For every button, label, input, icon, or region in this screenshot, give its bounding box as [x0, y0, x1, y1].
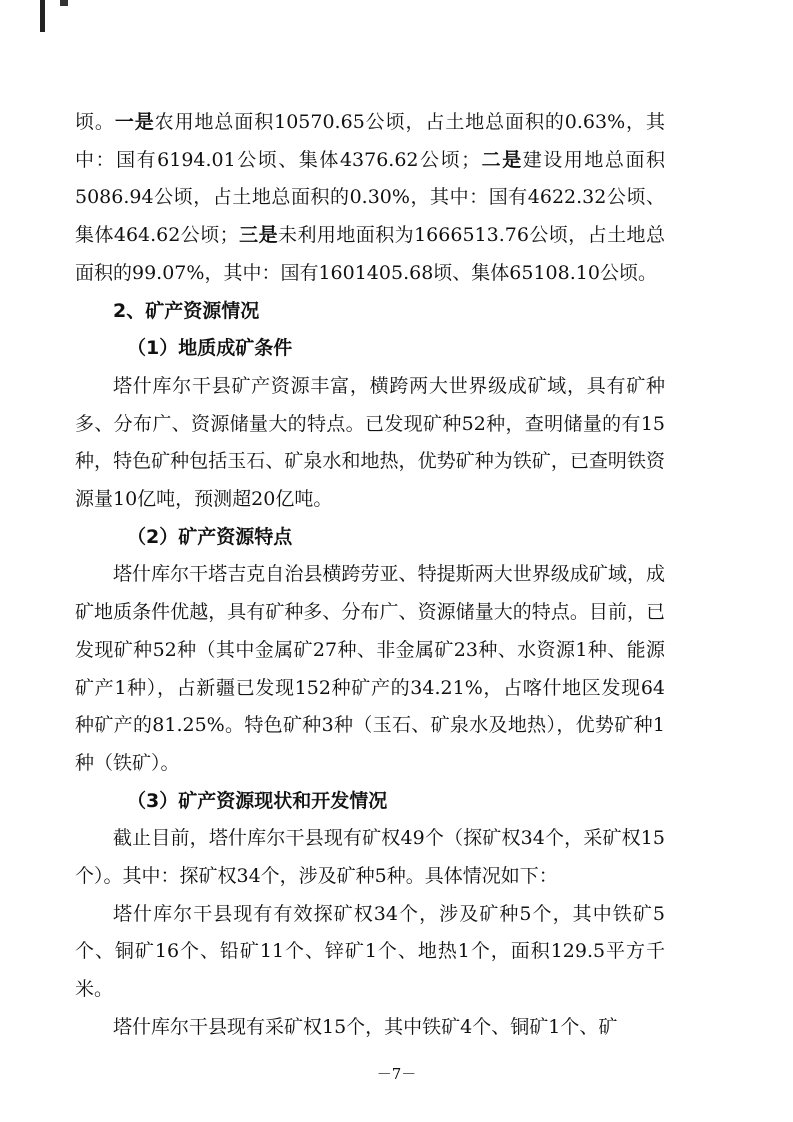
scan-edge-dot [60, 0, 68, 6]
geology-paragraph: 塔什库尔干县矿产资源丰富，横跨两大世界级成矿域，具有矿种多、分布广、资源储量大的特点。已发现矿种52种，查明储量的有15种，特色矿种包括玉石、矿泉水和地热，优势矿种为铁矿，已查明铁资源量10亿吨，预测超20亿吨。 [75, 374, 665, 511]
subheading-geology: （1）地质成矿条件 [127, 337, 293, 360]
subheading-features: （2）矿产资源特点 [127, 525, 293, 548]
text-segment: 农用地总面积10570.65公顷，占土地总面积的0.63%，其中：国有6194.01公顷、集体4376.62公顷； [75, 111, 665, 171]
section-heading-mineral-resources: 2、矿产资源情况 [113, 299, 260, 322]
page-number: －7－ [376, 1065, 417, 1083]
status-paragraph-3: 塔什库尔干县现有采矿权15个，其中铁矿4个、铜矿1个、矿 [113, 1015, 618, 1038]
scan-edge-mark [40, 0, 45, 32]
text-segment: 未利用地面积为1666513.76公顷，占土地总面积的99.07%，其中：国有1601405.68顷、集体65108.10公顷。 [75, 224, 665, 284]
text-segment-bold: 三是 [238, 224, 279, 247]
text-segment-bold: 一是 [114, 111, 155, 133]
land-use-paragraph [75, 104, 665, 293]
document-body [75, 104, 665, 1047]
subheading-status: （3）矿产资源现状和开发情况 [127, 789, 388, 812]
text-segment: 顷。 [75, 111, 115, 133]
text-segment-bold: 二是 [480, 148, 523, 171]
status-paragraph-2: 塔什库尔干县现有有效探矿权34个，涉及矿种5个，其中铁矿5个、铜矿16个、铅矿11个、锌矿1个、地热1个，面积129.5平方千米。 [75, 902, 665, 1001]
features-paragraph: 塔什库尔干塔吉克自治县横跨劳亚、特提斯两大世界级成矿域，成矿地质条件优越，具有矿种多、分布广、资源储量大的特点。目前，已发现矿种52种（其中金属矿27种、非金属矿23种、水资源1种、能源矿产1种），占新疆已发现152种矿产的34.21%，占喀什地区发现64种矿产的81.25%。特色矿种3种（玉石、矿泉水及地热），优势矿种1种（铁矿）。 [75, 563, 665, 774]
text-segment: 建设用地总面积5086.94公顷，占土地总面积的0.30%，其中：国有4622.32公顷、集体464.62公顷； [75, 148, 665, 247]
status-paragraph-1: 截止目前，塔什库尔干县现有矿权49个（探矿权34个，采矿权15个）。其中：探矿权34个，涉及矿种5种。具体情况如下： [75, 827, 665, 888]
